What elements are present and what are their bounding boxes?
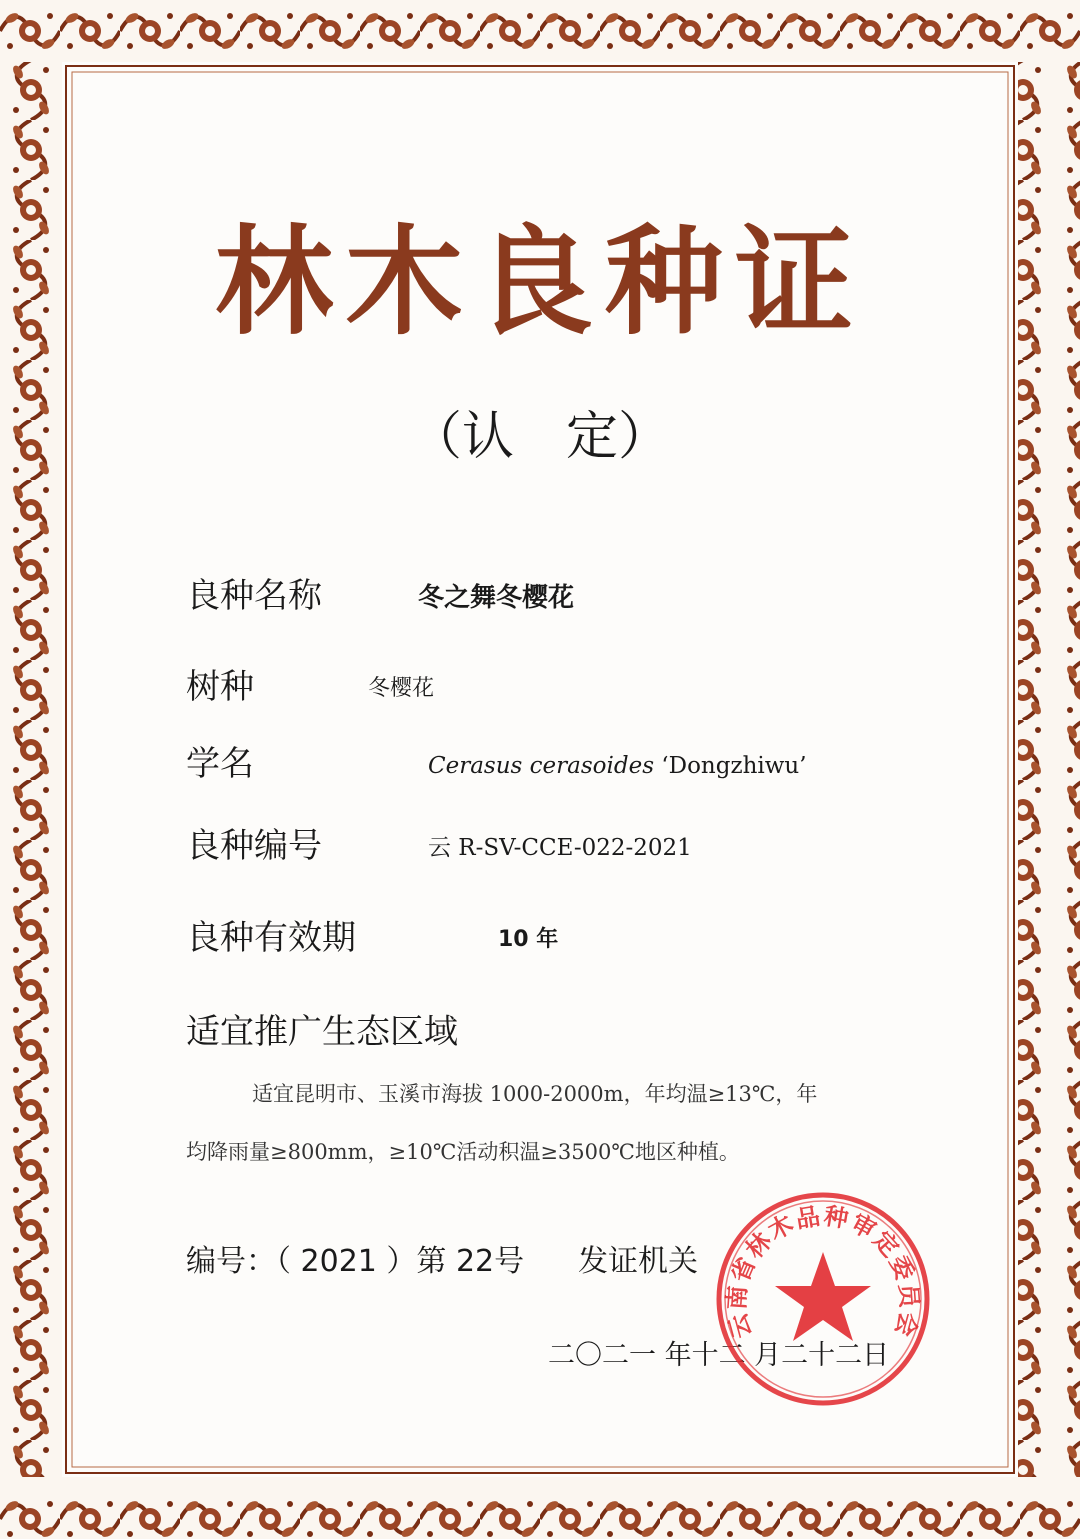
field-value: 云 R-SV-CCE-022-2021 [428,835,692,861]
scientific-cultivar: ‘Dongzhiwu’ [654,753,807,779]
seal-text-path: 云南省林木品种审定委员会 [722,1201,924,1342]
certificate-subtitle: （认 定） [409,407,670,467]
field-label: 良种名称 [186,576,322,616]
certificate-title: 林木良种证 [214,212,865,351]
field-label: 良种编号 [186,826,322,866]
field-value: 冬樱花 [368,676,435,701]
region-text-line1: 适宜昆明市、玉溪市海拔 1000-2000m，年均温≥13℃，年 [252,1082,818,1106]
field-value: 10 年 [498,927,559,952]
issue-date: 二〇二一 年十二 月二十二日 [548,1340,890,1371]
field-label: 树种 [186,667,254,707]
field-label: 学名 [186,744,254,784]
certificate-number: 编号：（ 2021 ）第 22号 [186,1244,525,1279]
field-value: 冬之舞冬樱花 [418,583,575,613]
region-title: 适宜推广生态区域 [186,1012,458,1052]
field-value [428,746,807,786]
issuer-label: 发证机关 [578,1244,698,1279]
region-text-line2: 均降雨量≥800mm，≥10℃活动积温≥3500℃地区种植。 [186,1140,740,1164]
official-seal [712,1188,934,1410]
star-icon [775,1252,871,1341]
scientific-genus-species: Cerasus cerasoides [428,753,654,779]
field-label: 良种有效期 [186,918,356,958]
